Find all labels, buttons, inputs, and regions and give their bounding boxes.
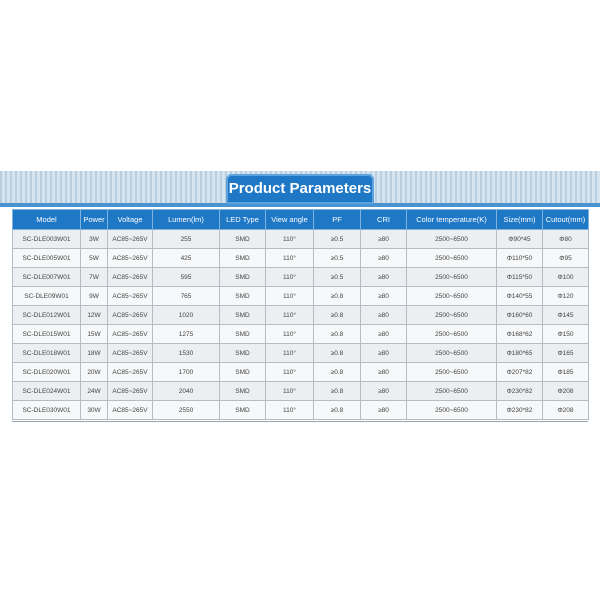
table-cell: Φ165	[543, 344, 589, 363]
table-cell: Φ150	[543, 325, 589, 344]
table-cell: AC85~265V	[108, 230, 153, 249]
header-cell: CRI	[361, 210, 407, 230]
table-cell: SMD	[220, 344, 266, 363]
table-cell: Φ160*60	[497, 306, 543, 325]
table-cell: 24W	[81, 382, 108, 401]
table-cell: 1700	[153, 363, 220, 382]
table-cell: 1275	[153, 325, 220, 344]
table-cell: SMD	[220, 249, 266, 268]
table-cell: 2500~6500	[407, 230, 497, 249]
table-cell: Φ100	[543, 268, 589, 287]
table-cell: 1530	[153, 344, 220, 363]
table-cell: ≥80	[361, 249, 407, 268]
table-cell: 110°	[266, 268, 314, 287]
table-cell: ≥80	[361, 382, 407, 401]
table-cell: ≥80	[361, 306, 407, 325]
table-cell: Φ180*65	[497, 344, 543, 363]
header-cell: Size(mm)	[497, 210, 543, 230]
table-cell: Φ207*82	[497, 363, 543, 382]
table-cell: Φ120	[543, 287, 589, 306]
page-title: Product Parameters	[226, 174, 374, 204]
table-cell: AC85~265V	[108, 249, 153, 268]
table-cell: 18W	[81, 344, 108, 363]
table-cell: 110°	[266, 306, 314, 325]
table-cell: 7W	[81, 268, 108, 287]
header-cell: View angle	[266, 210, 314, 230]
table-cell: 2500~6500	[407, 401, 497, 420]
table-cell: SMD	[220, 325, 266, 344]
table-cell: Φ90*45	[497, 230, 543, 249]
table-bottom-divider	[12, 421, 588, 422]
table-cell: ≥80	[361, 287, 407, 306]
table-cell: Φ185	[543, 363, 589, 382]
table-cell: 110°	[266, 325, 314, 344]
table-row	[13, 268, 589, 287]
table-cell: 110°	[266, 363, 314, 382]
table-row	[13, 249, 589, 268]
table-cell: 110°	[266, 344, 314, 363]
table-cell: AC85~265V	[108, 382, 153, 401]
table-cell: 2500~6500	[407, 268, 497, 287]
table-cell: Φ115*50	[497, 268, 543, 287]
table-cell: SC-DLE005W01	[13, 249, 81, 268]
table-cell: SC-DLE015W01	[13, 325, 81, 344]
table-cell: 12W	[81, 306, 108, 325]
table-cell: 2040	[153, 382, 220, 401]
table-cell: ≥80	[361, 401, 407, 420]
header-cell: Cutout(mm)	[543, 210, 589, 230]
table-row	[13, 306, 589, 325]
table-cell: SMD	[220, 382, 266, 401]
table-cell: 110°	[266, 382, 314, 401]
header-cell: Lumen(lm)	[153, 210, 220, 230]
table-cell: 110°	[266, 401, 314, 420]
table-cell: 110°	[266, 287, 314, 306]
table-row	[13, 382, 589, 401]
table-cell: SC-DLE030W01	[13, 401, 81, 420]
table-cell: AC85~265V	[108, 306, 153, 325]
table-row	[13, 325, 589, 344]
table-cell: 20W	[81, 363, 108, 382]
table-cell: Φ230*82	[497, 382, 543, 401]
table-cell: AC85~265V	[108, 325, 153, 344]
table-cell: 2500~6500	[407, 325, 497, 344]
table-row	[13, 401, 589, 420]
table-cell: 2500~6500	[407, 344, 497, 363]
header-cell: PF	[314, 210, 361, 230]
table-cell: SMD	[220, 287, 266, 306]
parameters-table-container	[12, 209, 588, 420]
header-cell: Model	[13, 210, 81, 230]
table-cell: Φ140*55	[497, 287, 543, 306]
table-cell: ≥80	[361, 268, 407, 287]
table-cell: AC85~265V	[108, 287, 153, 306]
header-row	[13, 210, 589, 230]
table-cell: SC-DLE018W01	[13, 344, 81, 363]
table-cell: ≥0.5	[314, 268, 361, 287]
table-cell: SC-DLE012W01	[13, 306, 81, 325]
table-cell: SC-DLE09W01	[13, 287, 81, 306]
table-cell: SMD	[220, 230, 266, 249]
table-cell: ≥0.8	[314, 382, 361, 401]
table-cell: Φ168*62	[497, 325, 543, 344]
table-cell: 2500~6500	[407, 249, 497, 268]
table-cell: AC85~265V	[108, 401, 153, 420]
table-cell: ≥0.8	[314, 325, 361, 344]
table-cell: 425	[153, 249, 220, 268]
table-cell: 2500~6500	[407, 287, 497, 306]
table-cell: Φ80	[543, 230, 589, 249]
table-row	[13, 230, 589, 249]
table-cell: SMD	[220, 306, 266, 325]
table-body	[13, 230, 589, 420]
table-cell: ≥80	[361, 363, 407, 382]
table-row	[13, 287, 589, 306]
table-cell: ≥0.8	[314, 287, 361, 306]
header-cell: Voltage	[108, 210, 153, 230]
table-cell: ≥0.8	[314, 344, 361, 363]
table-cell: Φ145	[543, 306, 589, 325]
table-cell: AC85~265V	[108, 344, 153, 363]
table-cell: 2500~6500	[407, 382, 497, 401]
table-cell: SC-DLE007W01	[13, 268, 81, 287]
table-cell: 9W	[81, 287, 108, 306]
table-cell: SMD	[220, 401, 266, 420]
table-cell: 1020	[153, 306, 220, 325]
header-cell: LED Type	[220, 210, 266, 230]
header-cell: Color temperature(K)	[407, 210, 497, 230]
table-cell: ≥80	[361, 344, 407, 363]
table-cell: SC-DLE024W01	[13, 382, 81, 401]
table-cell: 255	[153, 230, 220, 249]
table-cell: 2550	[153, 401, 220, 420]
table-cell: Φ208	[543, 382, 589, 401]
table-cell: ≥0.8	[314, 306, 361, 325]
parameters-table	[12, 209, 589, 420]
table-cell: AC85~265V	[108, 363, 153, 382]
table-cell: SMD	[220, 363, 266, 382]
table-row	[13, 344, 589, 363]
table-cell: 2500~6500	[407, 306, 497, 325]
table-cell: 110°	[266, 249, 314, 268]
table-cell: ≥0.5	[314, 249, 361, 268]
table-cell: 5W	[81, 249, 108, 268]
table-cell: ≥0.5	[314, 230, 361, 249]
table-cell: SMD	[220, 268, 266, 287]
table-cell: 595	[153, 268, 220, 287]
table-cell: ≥0.8	[314, 401, 361, 420]
table-cell: ≥80	[361, 325, 407, 344]
table-cell: 3W	[81, 230, 108, 249]
table-cell: 2500~6500	[407, 363, 497, 382]
table-cell: SC-DLE020W01	[13, 363, 81, 382]
table-cell: Φ110*50	[497, 249, 543, 268]
table-cell: ≥80	[361, 230, 407, 249]
table-cell: Φ95	[543, 249, 589, 268]
table-cell: AC85~265V	[108, 268, 153, 287]
table-row	[13, 363, 589, 382]
table-cell: 15W	[81, 325, 108, 344]
table-cell: SC-DLE003W01	[13, 230, 81, 249]
table-cell: Φ208	[543, 401, 589, 420]
table-cell: Φ230*82	[497, 401, 543, 420]
table-cell: 30W	[81, 401, 108, 420]
table-cell: 765	[153, 287, 220, 306]
table-cell: 110°	[266, 230, 314, 249]
table-cell: ≥0.8	[314, 363, 361, 382]
header-cell: Power	[81, 210, 108, 230]
